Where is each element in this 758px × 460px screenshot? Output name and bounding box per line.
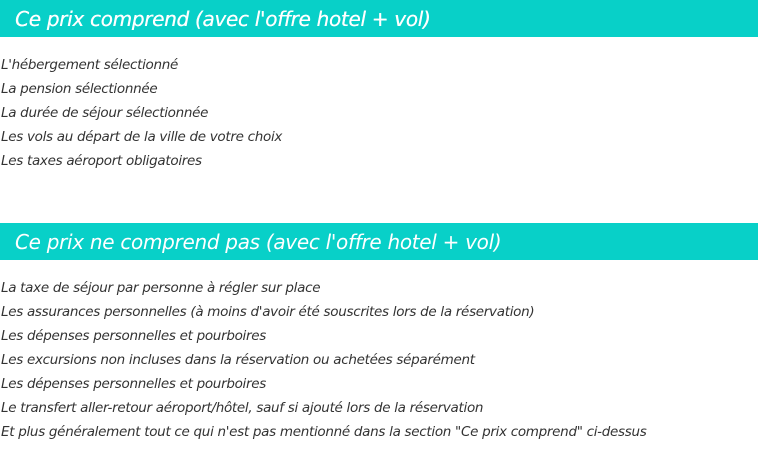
included-list [0, 53, 758, 173]
included-title: Ce prix comprend (avec l'offre hotel + vol) [15, 6, 431, 31]
list-item: La durée de séjour sélectionnée [1, 105, 209, 121]
excluded-list [0, 276, 758, 444]
list-item: Les excursions non incluses dans la réservation ou achetées séparément [1, 352, 475, 368]
list-item: Les dépenses personnelles et pourboires [1, 328, 266, 344]
excluded-header-band [0, 223, 758, 260]
excluded-section [0, 223, 758, 444]
included-header-band [0, 0, 758, 37]
list-item: Le transfert aller-retour aéroport/hôtel, sauf si ajouté lors de la réservation [1, 400, 484, 416]
list-item: Et plus généralement tout ce qui n'est pas mentionné dans la section "Ce prix comprend" ci-dessus [1, 424, 647, 440]
list-item: Les assurances personnelles (à moins d'avoir été souscrites lors de la réservation) [1, 304, 535, 320]
list-item: L'hébergement sélectionné [1, 57, 179, 73]
list-item: Les vols au départ de la ville de votre choix [1, 129, 283, 145]
included-section [0, 0, 758, 173]
list-item: La pension sélectionnée [1, 81, 158, 97]
list-item: La taxe de séjour par personne à régler sur place [1, 280, 321, 296]
list-item: Les dépenses personnelles et pourboires [1, 376, 266, 392]
list-item: Les taxes aéroport obligatoires [1, 153, 202, 169]
excluded-title: Ce prix ne comprend pas (avec l'offre hotel + vol) [15, 229, 502, 254]
